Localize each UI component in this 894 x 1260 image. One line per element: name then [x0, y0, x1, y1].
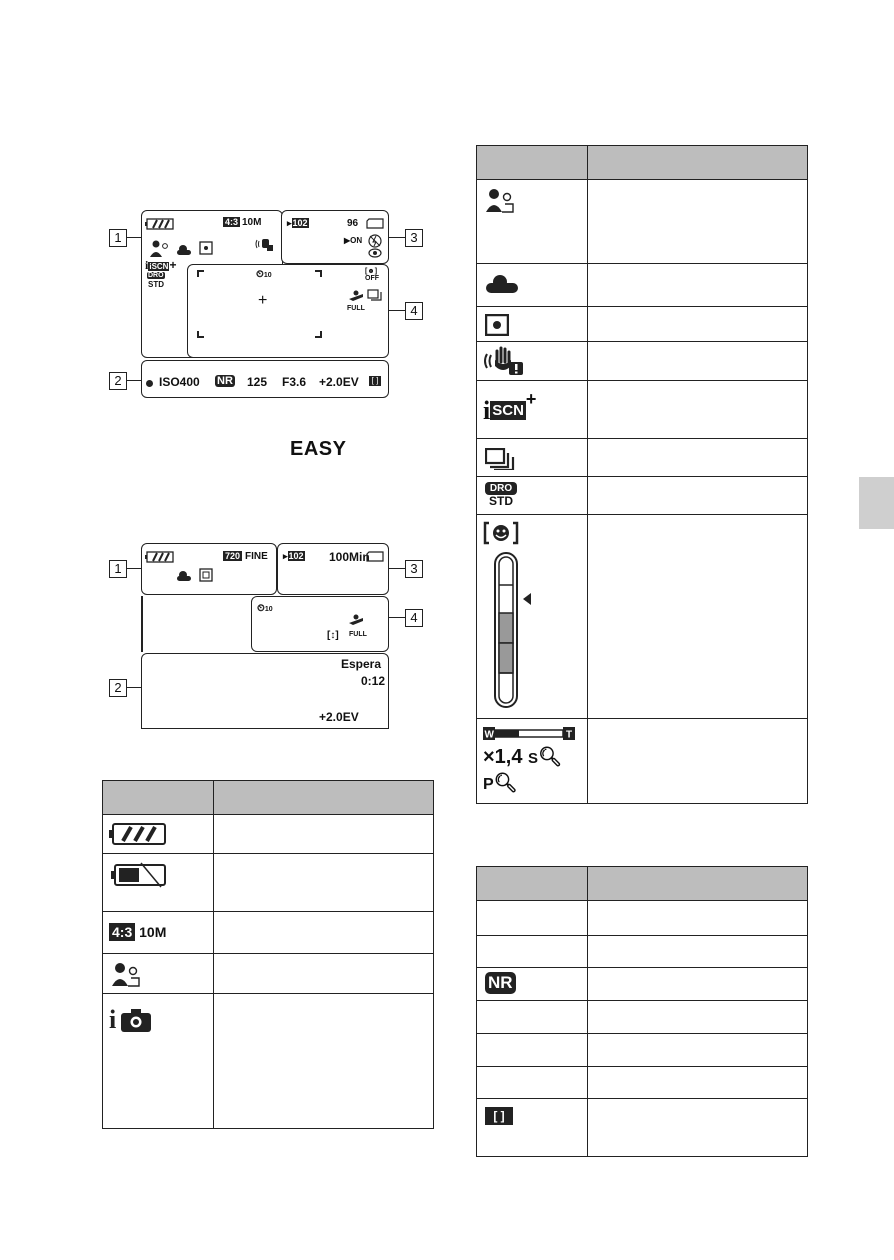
right-bottom-table — [476, 866, 808, 1157]
flash-off-icon — [368, 234, 382, 248]
leader-line — [127, 687, 141, 688]
iscn-plus-indicator: iSCN+ — [483, 389, 537, 425]
table-row — [477, 901, 808, 936]
plane-icon — [348, 290, 364, 304]
table-row — [477, 381, 808, 439]
spot-meter-icon — [199, 241, 213, 255]
fill-full-label: FULL — [349, 631, 367, 638]
table-row — [477, 936, 808, 968]
battery-icon — [145, 218, 175, 230]
table-row — [477, 968, 808, 1001]
shutter-speed: 125 — [247, 375, 268, 389]
leader-line — [389, 310, 405, 311]
face-detection-icon — [485, 188, 515, 214]
table-row — [477, 1001, 808, 1034]
table-row — [477, 1034, 808, 1067]
face-detection-icon — [111, 962, 141, 988]
table-row — [477, 439, 808, 477]
recording-time: 100Min — [329, 550, 370, 564]
spot-meter-icon — [485, 314, 509, 336]
easy-label: EASY — [290, 438, 347, 460]
table-header-cell — [477, 146, 588, 180]
iso-value: ISO400 — [159, 375, 200, 389]
dro-badge: DRO — [148, 272, 164, 279]
callout-1: 1 — [109, 229, 127, 247]
movie-size-badge: 720 — [225, 551, 241, 561]
battery-empty-icon — [111, 862, 167, 888]
screen-edge — [141, 596, 143, 652]
zoom-bar-icon — [483, 727, 575, 741]
leader-line — [127, 380, 141, 381]
crosshair-icon: + — [258, 292, 268, 309]
battery-full-icon — [109, 823, 167, 845]
metering-center-icon: [ ] — [485, 1107, 513, 1125]
shake-warning-icon — [483, 346, 527, 376]
macro-cloud-icon — [175, 570, 193, 582]
callout-4: 4 — [405, 302, 423, 320]
self-timer: ⏲10 — [257, 603, 273, 614]
table-row — [477, 180, 808, 264]
af-frame-corner — [315, 331, 322, 338]
elapsed-time: 0:12 — [361, 674, 386, 688]
svg-text:W: W — [484, 729, 494, 741]
callout-3: 3 — [405, 560, 423, 578]
leader-line — [127, 237, 141, 238]
nr-badge: NR — [485, 972, 516, 994]
table-row — [103, 912, 434, 954]
standby-status: Espera — [341, 657, 382, 671]
table-row — [477, 719, 808, 804]
table-header-cell — [588, 867, 808, 901]
table-row — [477, 1067, 808, 1099]
metering-multi-icon — [199, 568, 213, 582]
nr-badge: NR — [217, 375, 233, 387]
red-eye-on: ▶ON — [344, 236, 363, 245]
sensitivity-scale-icon — [493, 551, 533, 711]
shake-warning-icon — [255, 236, 275, 252]
zoom-indicator — [483, 727, 583, 801]
table-row — [477, 264, 808, 307]
table-header-cell — [588, 146, 808, 180]
image-size: 10M — [242, 217, 262, 228]
table-row — [477, 477, 808, 515]
smile-face-icon — [483, 521, 523, 547]
eye-icon — [368, 248, 382, 258]
exposure-value: +2.0EV — [319, 375, 359, 389]
plane-icon — [348, 614, 364, 628]
side-tab — [859, 477, 894, 529]
movie-quality: FINE — [245, 551, 268, 562]
self-timer: ⏲10 — [256, 269, 272, 280]
leader-line — [389, 237, 405, 238]
callout-3: 3 — [405, 229, 423, 247]
left-icon-table — [102, 780, 434, 1129]
leader-line — [389, 617, 405, 618]
fill-full-label: FULL — [347, 305, 365, 312]
hand-shake-dot-icon — [146, 380, 153, 387]
table-header-cell — [103, 781, 214, 815]
memory-card-icon — [366, 551, 384, 562]
burst-icon — [485, 448, 515, 470]
macro-cloud-icon — [485, 274, 519, 294]
folder-number: ▸102 — [287, 218, 308, 228]
exposure-value: +2.0EV — [319, 710, 359, 724]
burst-icon — [367, 289, 383, 303]
table-header-cell — [214, 781, 434, 815]
battery-icon — [145, 551, 175, 563]
leader-line — [389, 568, 405, 569]
callout-2: 2 — [109, 679, 127, 697]
callout-2: 2 — [109, 372, 127, 390]
table-row — [103, 994, 434, 1129]
memory-card-icon — [366, 218, 384, 229]
face-frame-icon: [↕] — [327, 630, 339, 641]
af-frame-corner — [315, 270, 322, 277]
macro-cloud-icon — [175, 244, 193, 256]
zoom-scale-value: ×1,4 S🔍︎ — [483, 746, 563, 768]
metering-icon: [ ] — [369, 376, 381, 386]
table-row — [477, 307, 808, 342]
callout-1: 1 — [109, 560, 127, 578]
image-size-indicator: 4:3 10M — [109, 924, 219, 940]
intelligent-auto-icon — [109, 1004, 155, 1034]
aperture-value: F3.6 — [282, 375, 307, 389]
callout-4: 4 — [405, 609, 423, 627]
shots-remaining: 96 — [347, 218, 359, 229]
af-frame-corner — [197, 331, 204, 338]
dro-indicator: DRO STD — [485, 482, 517, 508]
svg-text:T: T — [566, 729, 573, 741]
table-row — [477, 342, 808, 381]
precision-zoom-indicator: P🔍︎ — [483, 773, 518, 794]
smile-shutter-off: [☻] OFF — [365, 268, 379, 282]
table-row — [477, 515, 808, 719]
table-header-cell — [477, 867, 588, 901]
af-frame-corner — [197, 270, 204, 277]
aspect-badge: 4:3 — [225, 217, 239, 227]
leader-line — [127, 568, 141, 569]
right-icon-table — [476, 145, 808, 804]
iscn-indicator: iiSCN+ — [145, 258, 177, 272]
face-detection-icon — [149, 240, 171, 258]
table-row — [103, 954, 434, 994]
folder-number: ▸102 — [283, 551, 304, 561]
table-row — [477, 1099, 808, 1157]
table-row — [103, 815, 434, 854]
dro-std-label: STD — [148, 280, 164, 289]
table-row — [103, 854, 434, 912]
smile-sensitivity-indicator — [483, 521, 573, 711]
svg-text:i: i — [109, 1005, 117, 1034]
